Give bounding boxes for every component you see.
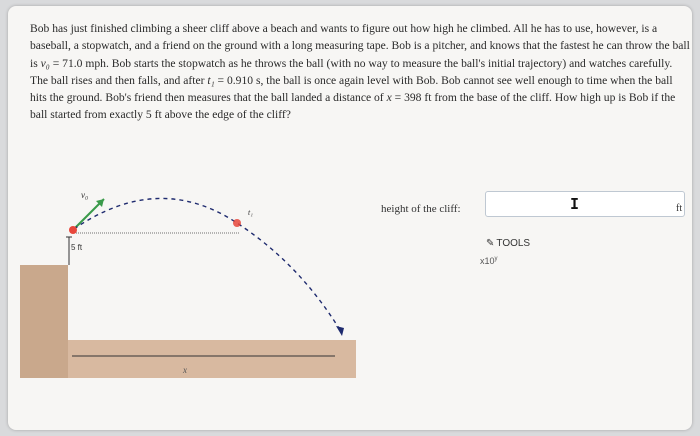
cliff-height-input[interactable]	[485, 191, 685, 217]
problem-text: Bob has just finished climbing a sheer cliff above a beach and wants to figure out how high he climbed. All he has to use, however, is a baseball, a stopwatch, and a friend on the ground with a long measuring tape. Bob is a pitcher, and knows that the fastest he can throw the ball is v₀ = 71.0 mph. Bob starts the stopwatch as he throws the ball (with no way to measure the ball's initial trajectory) and watches carefully. The ball rises and then falls, and after t₁ = 0.910 s, the ball is once again level with Bob. Bob cannot see well enough to time when the ball hits the ground. Bob's friend then measures that the ball landed a distance of x = 398 ft from the base of the cliff. How high up is Bob if the ball started from exactly 5 ft above the edge of the cliff?	[30, 22, 690, 122]
ball-start	[69, 226, 77, 234]
t1-symbol: t₁	[207, 73, 215, 87]
tools-button[interactable]	[486, 238, 530, 249]
ball-at-t1	[233, 219, 241, 227]
tools-label: TOOLS	[496, 238, 531, 249]
text-cursor-icon: I	[570, 195, 580, 213]
pencil-icon: ✎	[486, 238, 495, 249]
landing-arrowhead	[336, 326, 344, 336]
t1-label: t₁	[248, 208, 254, 217]
trajectory-path	[74, 198, 340, 330]
beach-ground	[20, 340, 356, 378]
cliff	[20, 265, 68, 378]
v0-label: v₀	[81, 190, 89, 200]
x-symbol: x	[386, 91, 392, 105]
unit-label: ft	[676, 203, 683, 214]
height-label: 5 ft	[71, 243, 83, 252]
x-label: x	[183, 365, 187, 375]
answer-label: height of the cliff:	[381, 203, 461, 215]
v0-symbol: v₀	[40, 56, 50, 70]
sci-notation-button[interactable]: x10$^y$	[480, 256, 498, 266]
